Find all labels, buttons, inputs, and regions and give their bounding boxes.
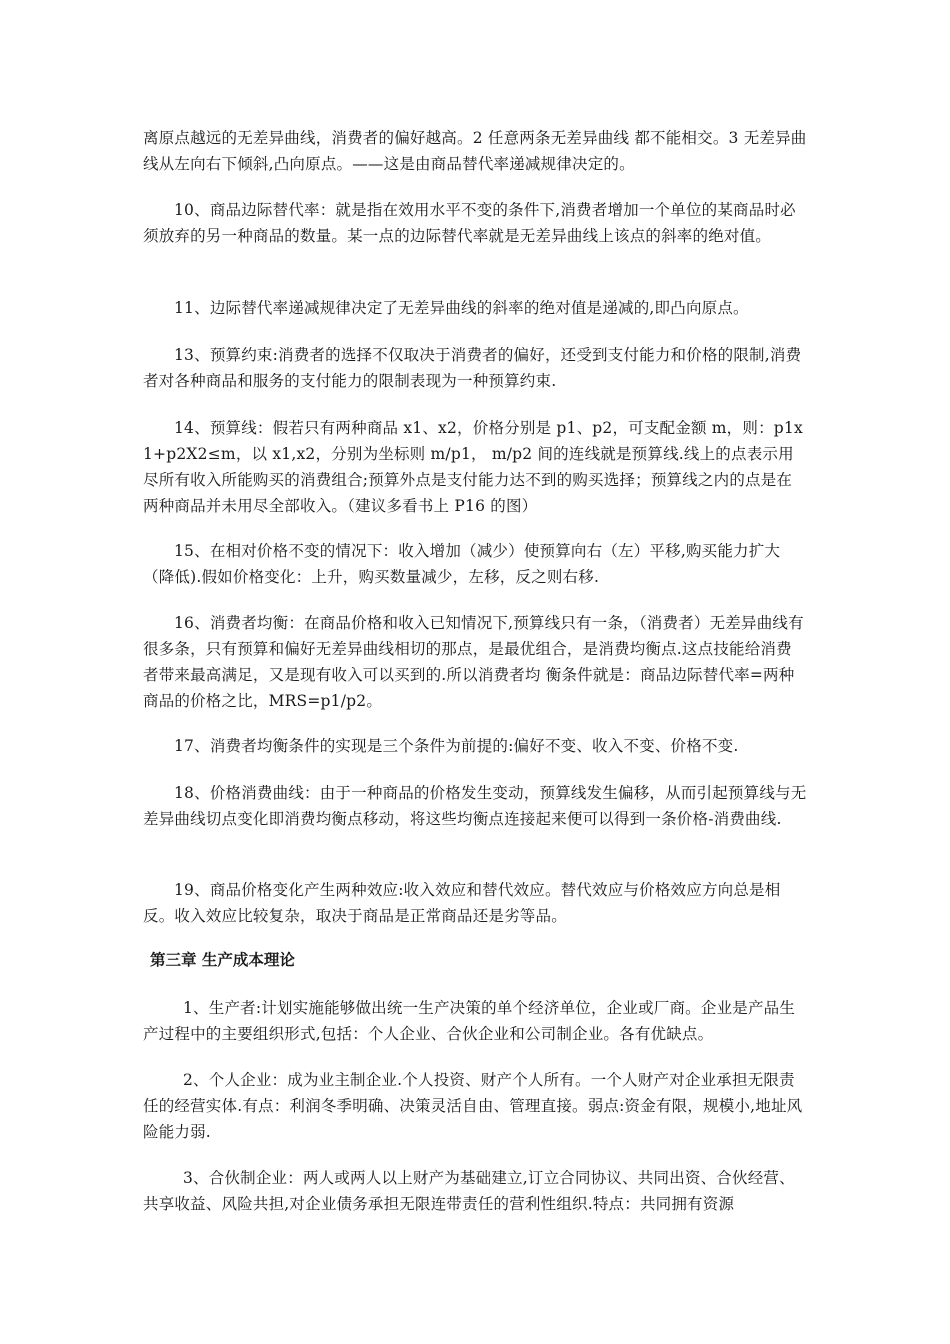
paragraph-item-17: 17、消费者均衡条件的实现是三个条件为前提的:偏好不变、收入不变、价格不变. bbox=[174, 737, 739, 755]
paragraph-item-16: 16、消费者均衡：在商品价格和收入已知情况下,预算线只有一条，（消费者）无差异曲线有很多条，只有预算和偏好无差异曲线相切的那点，是最优组合，是消费均衡点.这点技能给消费者带来最高满足，又是现有收入可以买到的.所以消费者均 衡条件就是：商品边际替代率=两种商品的价格之比，MRS=p1/p2。 bbox=[143, 614, 804, 710]
paragraph-item-14: 14、预算线：假若只有两种商品 x1、x2，价格分别是 p1、p2，可支配金额 m，则：p1x1+p2X2≤m，以 x1,x2，分别为坐标则 m/p1， m/p2 间的连线就是预算线.线上的点表示用尽所有收入所能购买的消费组合;预算外点是支付能力达不到的购买选择；预算线之内的点是在两种商品并未用尽全部收入。（建议多看书上 P16 的图） bbox=[143, 419, 803, 515]
paragraph-item-18: 18、价格消费曲线：由于一种商品的价格发生变动，预算线发生偏移，从而引起预算线与无差异曲线切点变化即消费均衡点移动，将这些均衡点连接起来便可以得到一条价格-消费曲线. bbox=[143, 784, 807, 828]
paragraph-indifference-curve-properties: 离原点越远的无差异曲线，消费者的偏好越高。2 任意两条无差异曲线 都不能相交。3 无差异曲线从左向右下倾斜,凸向原点。——这是由商品替代率递减规律决定的。 bbox=[143, 129, 807, 173]
paragraph-item-15: 15、在相对价格不变的情况下：收入增加（减少）使预算向右（左）平移,购买能力扩大（降低).假如价格变化：上升，购买数量减少，左移，反之则右移. bbox=[143, 542, 781, 586]
paragraph-chapter3-item-2: 2、个人企业：成为业主制企业.个人投资、财产个人所有。一个人财产对企业承担无限责任的经营实体.有点：利润冬季明确、决策灵活自由、管理直接。弱点:资金有限，规模小,地址风险能力弱. bbox=[143, 1071, 803, 1141]
paragraph-item-13: 13、预算约束:消费者的选择不仅取决于消费者的偏好，还受到支付能力和价格的限制,消费者对各种商品和服务的支付能力的限制表现为一种预算约束. bbox=[143, 346, 802, 390]
paragraph-chapter3-item-1: 1、生产者:计划实施能够做出统一生产决策的单个经济单位，企业或厂商。企业是产品生产过程中的主要组织形式,包括：个人企业、合伙企业和公司制企业。各有优缺点。 bbox=[143, 999, 796, 1043]
paragraph-item-19: 19、商品价格变化产生两种效应:收入效应和替代效应。替代效应与价格效应方向总是相反。收入效应比较复杂，取决于商品是正常商品还是劣等品。 bbox=[143, 881, 781, 925]
paragraph-item-11: 11、边际替代率递减规律决定了无差异曲线的斜率的绝对值是递减的,即凸向原点。 bbox=[174, 299, 749, 317]
chapter-heading: 第三章 生产成本理论 bbox=[150, 951, 295, 969]
paragraph-chapter3-item-3: 3、合伙制企业：两人或两人以上财产为基础建立,订立合同协议、共同出资、合伙经营、共享收益、风险共担,对企业债务承担无限连带责任的营利性组织.特点：共同拥有资源 bbox=[143, 1169, 795, 1213]
paragraph-item-10: 10、商品边际替代率：就是指在效用水平不变的条件下,消费者增加一个单位的某商品时必须放弃的另一种商品的数量。某一点的边际替代率就是无差异曲线上该点的斜率的绝对值。 bbox=[143, 201, 796, 245]
